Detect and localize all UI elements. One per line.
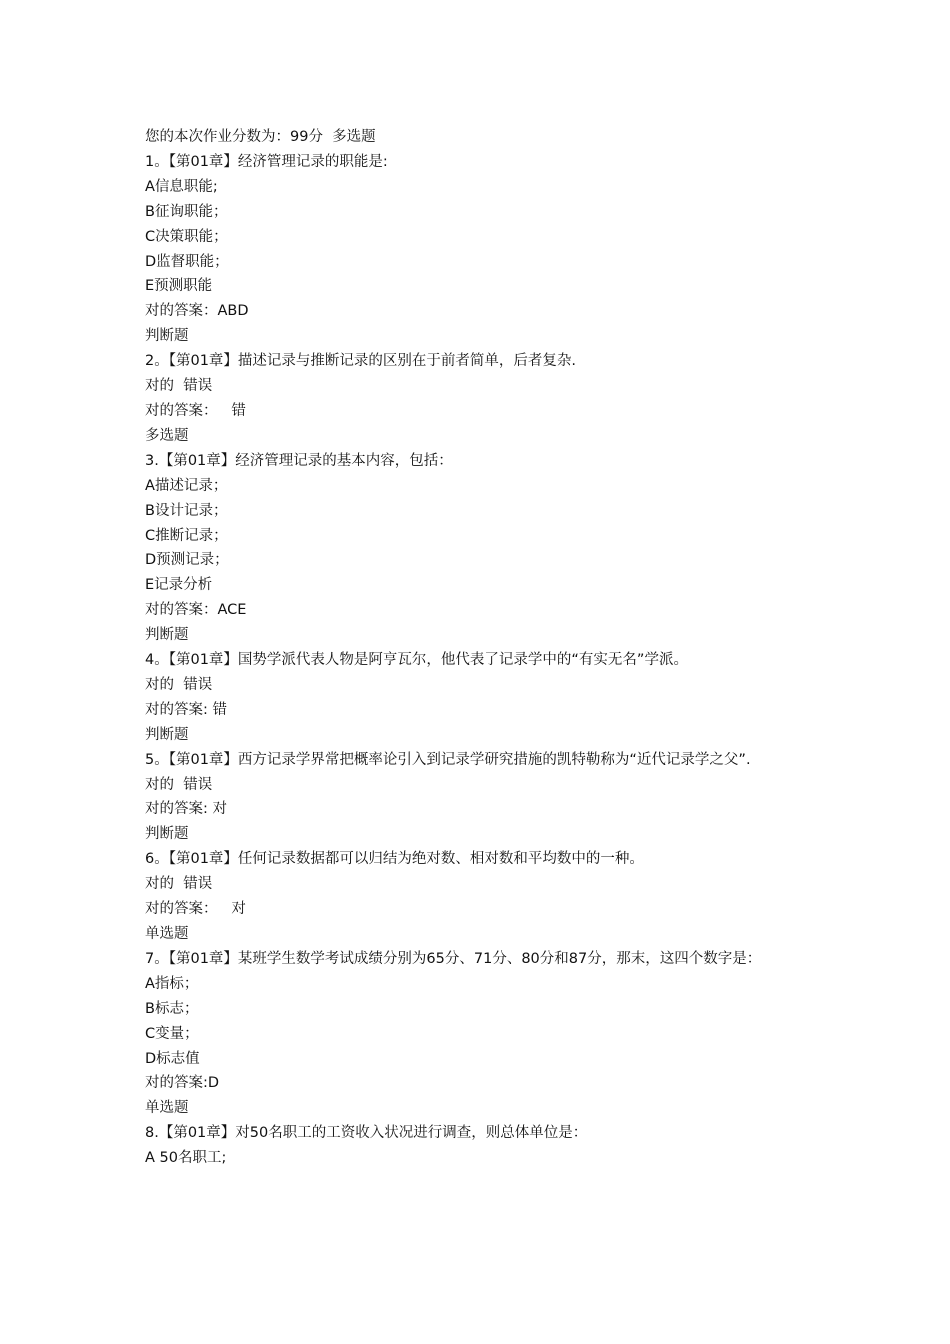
text-line: 3.【第01章】经济管理记录的基本内容，包括： — [145, 452, 453, 469]
text-line: 对的答案:D — [145, 1075, 220, 1092]
text-line: 对的 错误 — [145, 676, 213, 693]
text-line: 7。【第01章】某班学生数学考试成绩分别为65分、71分、80分和87分，那末，这四个数字是： — [145, 950, 762, 967]
text-line: C决策职能； — [145, 228, 228, 245]
text-line: D标志值 — [145, 1050, 200, 1067]
text-line: 对的答案：ABD — [145, 303, 249, 320]
text-line: A指标； — [145, 975, 199, 992]
text-line: D监督职能； — [145, 253, 229, 270]
text-line: 6。【第01章】任何记录数据都可以归结为绝对数、相对数和平均数中的一种。 — [145, 851, 644, 868]
text-line: A 50名职工; — [145, 1150, 227, 1167]
text-line: 8.【第01章】对50名职工的工资收入状况进行调查，则总体单位是： — [145, 1125, 588, 1142]
text-line: 对的 错误 — [145, 776, 213, 793]
text-line: 对的答案： 对 — [145, 901, 246, 918]
text-line: 多选题 — [145, 427, 189, 444]
text-line: B征询职能； — [145, 203, 228, 220]
text-line: D预测记录； — [145, 552, 229, 569]
text-line: B设计记录； — [145, 502, 228, 519]
text-line: 单选题 — [145, 926, 189, 942]
text-line: 1。【第01章】经济管理记录的职能是: — [145, 153, 388, 170]
text-line: B标志； — [145, 1000, 199, 1017]
text-line: 判断题 — [145, 627, 189, 644]
text-line: 5。【第01章】西方记录学界常把概率论引入到记录学研究措施的凯特勒称为“近代记录学之父”. — [145, 751, 751, 768]
text-line: C变量； — [145, 1025, 199, 1042]
text-line: 判断题 — [145, 726, 189, 743]
text-line: 判断题 — [145, 826, 189, 843]
text-line: 单选题 — [145, 1100, 189, 1117]
text-line: 对的答案： 错 — [145, 402, 246, 419]
text-line: A描述记录； — [145, 477, 228, 494]
text-line: 对的 错误 — [145, 876, 213, 893]
text-line: 您的本次作业分数为：99分 多选题 — [145, 129, 376, 145]
text-line: E记录分析 — [145, 577, 213, 594]
text-line: 2。【第01章】描述记录与推断记录的区别在于前者简单，后者复杂. — [145, 353, 577, 370]
text-line: C推断记录； — [145, 527, 228, 544]
text-line: 对的答案：ACE — [145, 602, 247, 619]
document-body — [145, 125, 815, 1171]
text-line: 判断题 — [145, 328, 189, 345]
text-line: 对的答案: 对 — [145, 801, 227, 818]
text-line: 对的答案: 错 — [145, 701, 227, 718]
text-line: A信息职能; — [145, 178, 218, 195]
text-line: 对的 错误 — [145, 378, 213, 395]
text-line: E预测职能 — [145, 278, 213, 295]
text-line: 4。【第01章】国势学派代表人物是阿亨瓦尔，他代表了记录学中的“有实无名”学派。 — [145, 652, 688, 669]
